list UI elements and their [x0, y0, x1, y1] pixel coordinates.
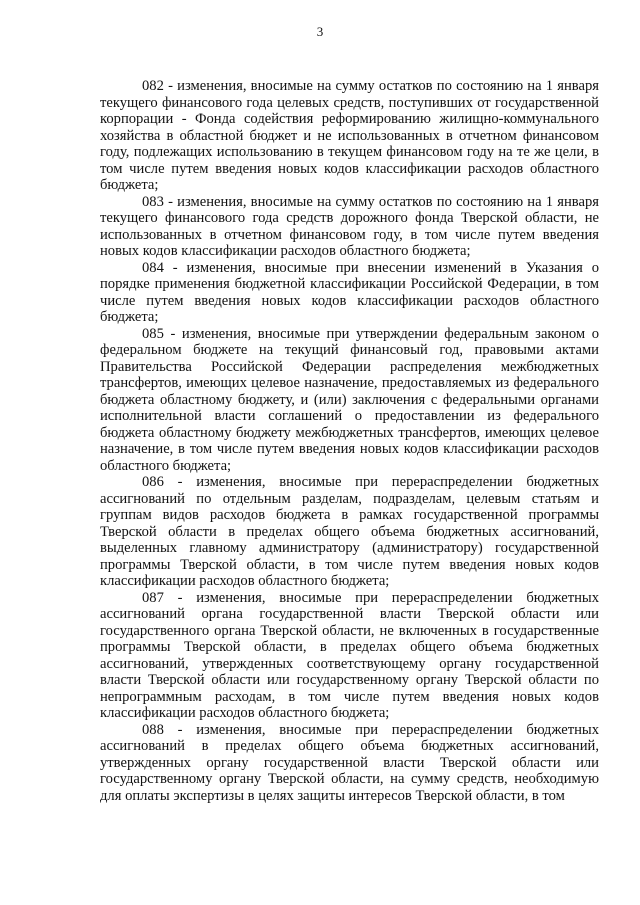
paragraph-086: 086 - изменения, вносимые при перераспределении бюджетных ассигнований по отдельным разделам, подразделам, целевым статьям и группам видов расходов бюджета в рамках государственной программы Тверской области в пределах общего объема бюджетных ассигнований, выделенных главному администратору (администратору) государственной программы Тверской области, в том числе путем введения новых кодов классификации расходов областного бюджета;	[100, 474, 599, 589]
paragraph-082: 082 - изменения, вносимые на сумму остатков по состоянию на 1 января текущего финансового года целевых средств, поступивших от государственной корпорации - Фонда содействия реформированию жилищно-коммунального хозяйства в областной бюджет и не использованных в отчетном финансовом году, подлежащих использованию в текущем финансовом году на те же цели, в том числе путем введения новых кодов классификации расходов областного бюджета;	[100, 78, 599, 193]
paragraph-083: 083 - изменения, вносимые на сумму остатков по состоянию на 1 января текущего финансового года средств дорожного фонда Тверской области, не использованных в отчетном финансовом году, в том числе путем введения новых кодов классификации расходов областного бюджета;	[100, 193, 599, 259]
paragraph-087: 087 - изменения, вносимые при перераспределении бюджетных ассигнований органа государственной власти Тверской области или государственного органа Тверской области, не включенных в государственные программы Тверской области, в пределах общего объема бюджетных ассигнований, утвержденных соответствующему органу государственной власти Тверской области или государственному органу Тверской области по непрограммным расходам, в том числе путем введения новых кодов классификации расходов областного бюджета;	[100, 589, 599, 721]
paragraph-084: 084 - изменения, вносимые при внесении изменений в Указания о порядке применения бюджетной классификации Российской Федерации, в том числе путем введения новых кодов классификации расходов областного бюджета;	[100, 259, 599, 325]
page-number: 3	[316, 24, 324, 39]
document-body	[100, 78, 599, 804]
paragraph-085: 085 - изменения, вносимые при утверждении федеральным законом о федеральном бюджете на текущий финансовый год, правовыми актами Правительства Российской Федерации распределения межбюджетных трансфертов, имеющих целевое назначение, предоставляемых из федерального бюджета областному бюджету, и (или) заключения с федеральными органами исполнительной власти соглашений о предоставлении из федерального бюджета областному бюджету межбюджетных трансфертов, имеющих целевое назначение, в том числе путем введения новых кодов классификации расходов областного бюджета;	[100, 325, 599, 474]
paragraph-088: 088 - изменения, вносимые при перераспределении бюджетных ассигнований в пределах общего объема бюджетных ассигнований, утвержденных органу государственной власти Тверской области или государственному органу Тверской области, на сумму средств, необходимую для оплаты экспертизы в целях защиты интересов Тверской области, в том	[100, 721, 599, 804]
